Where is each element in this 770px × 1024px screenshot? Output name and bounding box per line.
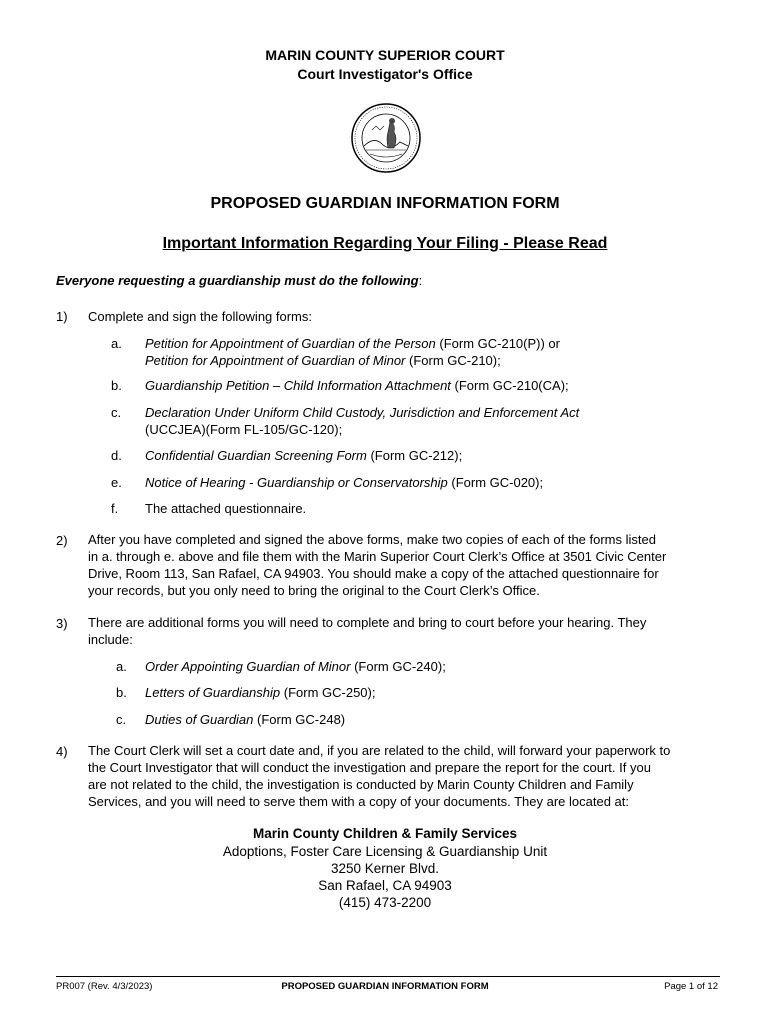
footer-page-number: Page 1 of 12 [664,981,718,992]
sub-letter: c. [111,405,122,420]
footer-form-id: PR007 (Rev. 4/3/2023) [56,981,153,992]
item-number: 1) [56,309,68,324]
form-title: PROPOSED GUARDIAN INFORMATION FORM [210,195,560,212]
agency-street: 3250 Kerner Blvd. [330,861,440,876]
sub-item: Confidential Guardian Screening Form (Form GC-212); [145,448,463,463]
sub-letter: e. [111,475,122,490]
sub-item: Notice of Hearing - Guardianship or Conservatorship (Form GC-020); [145,475,544,490]
sub-letter: b. [111,378,122,393]
item-number: 3) [56,616,68,631]
item-text: Complete and sign the following forms: [88,309,313,324]
agency-unit: Adoptions, Foster Care Licensing & Guardianship Unit [222,844,548,859]
sub-letter: c. [116,712,127,727]
footer-divider [56,976,720,977]
sub-item: Declaration Under Uniform Child Custody, Jurisdiction and Enforcement Act (UCCJEA)(Form FL-105/GC-120); [145,405,580,437]
sub-letter: a. [111,336,122,351]
agency-name: Marin County Children & Family Services [252,826,518,841]
item-paragraph: After you have completed and signed the above forms, make two copies of each of the forms listed in a. through e. above and file them with the Marin Superior Court Clerk’s Office at 3501 Civic Center Drive, Room 113, San Rafael, CA 94903. You should make a copy of the attached questionnaire for your records, but you only need to bring the original to the Court Clerk’s Office. [88,532,667,598]
agency-phone: (415) 473-2200 [338,895,432,910]
footer-title: PROPOSED GUARDIAN INFORMATION FORM [281,981,489,992]
sub-item: Order Appointing Guardian of Minor (Form GC-240); [145,659,446,674]
sub-item: Letters of Guardianship (Form GC-250); [145,685,376,700]
sub-item: Petition for Appointment of Guardian of the Person (Form GC-210(P)) or Petition for Appointment of Guardian of Minor (Form GC-210); [145,336,560,368]
item-paragraph: The Court Clerk will set a court date and, if you are related to the child, will forward your paperwork to the Court Investigator that will conduct the investigation and prepare the report for the court. If you are not related to the child, the investigation is conducted by Marin County Children and Family Services, and you will need to serve them with a copy of your documents. They are located at: [88,743,671,809]
section-subtitle: Important Information Regarding Your Filing - Please Read [162,235,608,252]
agency-city: San Rafael, CA 94903 [318,878,452,893]
sub-letter: f. [111,501,119,516]
item-number: 2) [56,533,68,548]
sub-letter: a. [116,659,127,674]
court-seal-icon [350,102,422,174]
item-number: 4) [56,744,68,759]
office-name: Court Investigator's Office [297,66,473,82]
item-paragraph: There are additional forms you will need to complete and bring to court before your hearing. They include: [88,615,647,647]
intro-text: Everyone requesting a guardianship must do the following: [56,273,423,288]
court-name: MARIN COUNTY SUPERIOR COURT [265,47,505,63]
sub-item: Duties of Guardian (Form GC-248) [145,712,346,727]
sub-letter: b. [116,685,127,700]
sub-item: The attached questionnaire. [145,501,307,516]
sub-item: Guardianship Petition – Child Information Attachment (Form GC-210(CA); [145,378,569,393]
sub-letter: d. [111,448,122,463]
